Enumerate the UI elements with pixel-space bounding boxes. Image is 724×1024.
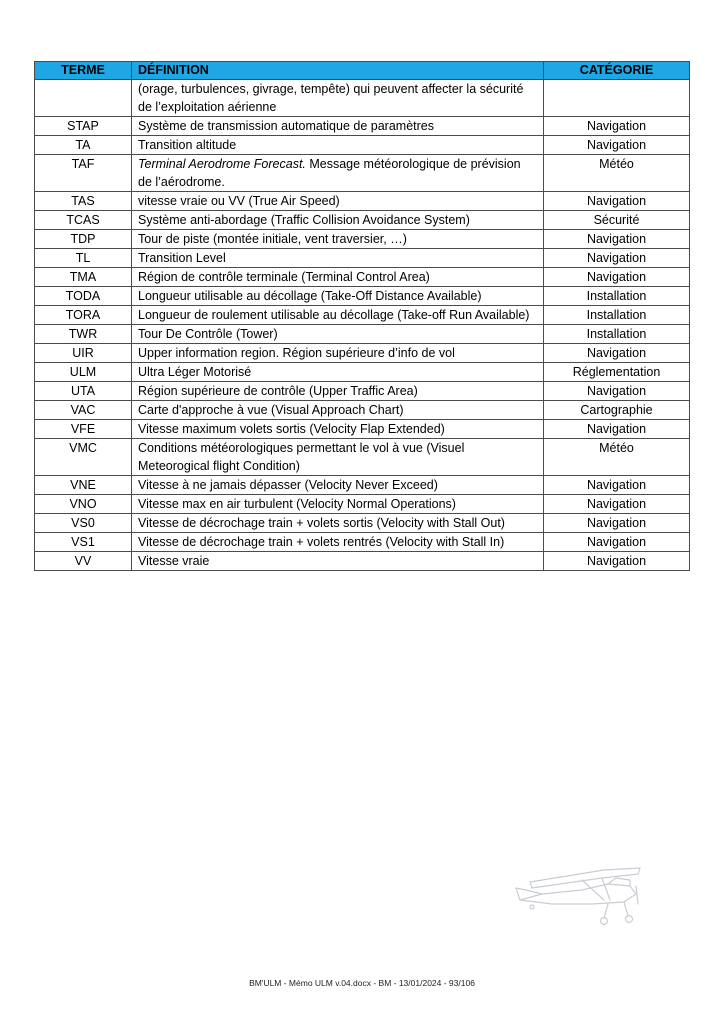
definition-cell: Vitesse maximum volets sortis (Velocity Flap Extended) <box>132 420 544 439</box>
category-cell: Cartographie <box>544 401 690 420</box>
definition-cell: Transition Level <box>132 249 544 268</box>
definition-cell: Système de transmission automatique de paramètres <box>132 117 544 136</box>
definition-cell: Carte d'approche à vue (Visual Approach Chart) <box>132 401 544 420</box>
table-row <box>35 230 690 249</box>
term-cell: STAP <box>35 117 132 136</box>
category-cell: Navigation <box>544 533 690 552</box>
term-cell: TL <box>35 249 132 268</box>
table-row <box>35 420 690 439</box>
term-cell: UTA <box>35 382 132 401</box>
definition-cell: Vitesse à ne jamais dépasser (Velocity Never Exceed) <box>132 476 544 495</box>
definition-cell: vitesse vraie ou VV (True Air Speed) <box>132 192 544 211</box>
term-cell: VNO <box>35 495 132 514</box>
table-row <box>35 287 690 306</box>
category-cell: Navigation <box>544 249 690 268</box>
definition-cell <box>132 155 544 192</box>
category-cell: Réglementation <box>544 363 690 382</box>
table-row <box>35 401 690 420</box>
definition-cell: Transition altitude <box>132 136 544 155</box>
definition-cell: Vitesse de décrochage train + volets rentrés (Velocity with Stall In) <box>132 533 544 552</box>
definition-cell: Conditions météorologiques permettant le vol à vue (Visuel Meteorogical flight Condition) <box>132 439 544 476</box>
category-cell: Navigation <box>544 230 690 249</box>
ultralight-plane-icon <box>512 860 652 932</box>
category-cell: Installation <box>544 325 690 344</box>
table-row <box>35 268 690 287</box>
table-row <box>35 155 690 192</box>
category-cell: Météo <box>544 439 690 476</box>
table-row <box>35 363 690 382</box>
definition-cell: Upper information region. Région supérieure d’info de vol <box>132 344 544 363</box>
category-cell: Navigation <box>544 117 690 136</box>
category-cell: Navigation <box>544 476 690 495</box>
definition-cell: Région de contrôle terminale (Terminal Control Area) <box>132 268 544 287</box>
definition-cell: Vitesse max en air turbulent (Velocity Normal Operations) <box>132 495 544 514</box>
header-definition: DÉFINITION <box>132 62 544 80</box>
term-cell: VNE <box>35 476 132 495</box>
category-cell: Navigation <box>544 495 690 514</box>
term-cell: TORA <box>35 306 132 325</box>
header-row <box>35 62 690 80</box>
header-term: TERME <box>35 62 132 80</box>
term-cell: VS0 <box>35 514 132 533</box>
table-row <box>35 192 690 211</box>
term-cell: TODA <box>35 287 132 306</box>
table-row <box>35 514 690 533</box>
definition-cell: (orage, turbulences, givrage, tempête) qui peuvent affecter la sécurité de l’exploitation aérienne <box>132 80 544 117</box>
definition-cell: Ultra Léger Motorisé <box>132 363 544 382</box>
term-cell: TCAS <box>35 211 132 230</box>
term-cell: VMC <box>35 439 132 476</box>
table-row <box>35 495 690 514</box>
term-cell: UIR <box>35 344 132 363</box>
definition-cell: Tour De Contrôle (Tower) <box>132 325 544 344</box>
definition-cell: Vitesse de décrochage train + volets sortis (Velocity with Stall Out) <box>132 514 544 533</box>
glossary-table <box>34 61 690 571</box>
term-cell: VV <box>35 552 132 571</box>
term-cell: TMA <box>35 268 132 287</box>
table-row <box>35 533 690 552</box>
table-row <box>35 476 690 495</box>
table-row <box>35 306 690 325</box>
term-cell: TAF <box>35 155 132 192</box>
term-cell: VS1 <box>35 533 132 552</box>
term-cell: ULM <box>35 363 132 382</box>
term-cell: VAC <box>35 401 132 420</box>
table-row <box>35 211 690 230</box>
page-footer: BM'ULM - Mémo ULM v.04.docx - BM - 13/01/2024 - 93/106 <box>249 978 475 988</box>
table-row <box>35 552 690 571</box>
category-cell: Navigation <box>544 420 690 439</box>
definition-text: Message météorologique de prévision de l’aérodrome. <box>138 157 521 189</box>
term-cell: TWR <box>35 325 132 344</box>
term-cell: TAS <box>35 192 132 211</box>
category-cell: Navigation <box>544 344 690 363</box>
definition-cell: Région supérieure de contrôle (Upper Traffic Area) <box>132 382 544 401</box>
category-cell: Navigation <box>544 552 690 571</box>
table-row <box>35 80 690 117</box>
table-row <box>35 117 690 136</box>
definition-cell: Vitesse vraie <box>132 552 544 571</box>
definition-italic-text: Terminal Aerodrome Forecast. <box>138 157 306 171</box>
table-row <box>35 325 690 344</box>
definition-cell: Tour de piste (montée initiale, vent traversier, …) <box>132 230 544 249</box>
category-cell: Navigation <box>544 382 690 401</box>
category-cell: Installation <box>544 306 690 325</box>
table-body <box>35 80 690 571</box>
category-cell: Navigation <box>544 136 690 155</box>
category-cell: Installation <box>544 287 690 306</box>
category-cell: Navigation <box>544 514 690 533</box>
table-row <box>35 136 690 155</box>
header-category: CATÉGORIE <box>544 62 690 80</box>
table-row <box>35 344 690 363</box>
category-cell: Météo <box>544 155 690 192</box>
definition-cell: Longueur utilisable au décollage (Take-Off Distance Available) <box>132 287 544 306</box>
definition-cell: Longueur de roulement utilisable au décollage (Take-off Run Available) <box>132 306 544 325</box>
table-row <box>35 439 690 476</box>
term-cell: TA <box>35 136 132 155</box>
term-cell: TDP <box>35 230 132 249</box>
term-cell: VFE <box>35 420 132 439</box>
term-cell <box>35 80 132 117</box>
table-row <box>35 382 690 401</box>
table-row <box>35 249 690 268</box>
category-cell: Sécurité <box>544 211 690 230</box>
category-cell <box>544 80 690 117</box>
definition-cell: Système anti-abordage (Traffic Collision Avoidance System) <box>132 211 544 230</box>
category-cell: Navigation <box>544 268 690 287</box>
table-header <box>35 62 690 80</box>
category-cell: Navigation <box>544 192 690 211</box>
